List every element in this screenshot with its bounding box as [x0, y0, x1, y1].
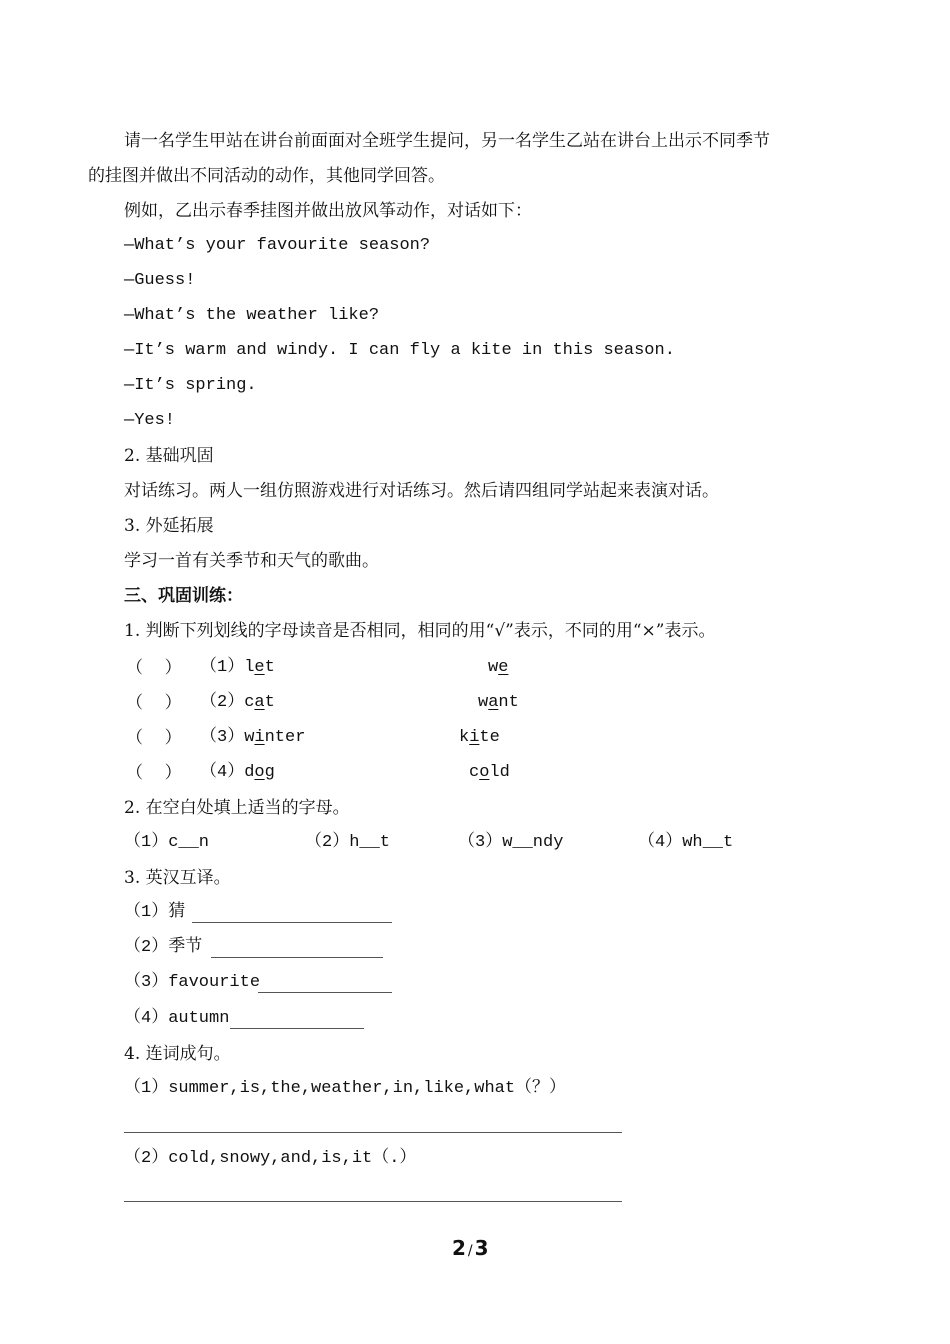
translate-item: （3）favourite	[124, 973, 261, 992]
question-title: 2. 在空白处填上适当的字母。	[124, 798, 350, 818]
fill-blank-item[interactable]: （3）w__ndy	[458, 833, 564, 852]
section-title: 三、巩固训练：	[124, 586, 243, 606]
compare-word: kite	[459, 728, 500, 747]
dialogue-line: —What’s your favourite season?	[124, 236, 431, 255]
translate-item: （1）猜	[124, 903, 186, 922]
step-title: 2. 基础巩固	[124, 446, 214, 466]
paragraph-line: 例如，乙出示春季挂图并做出放风筝动作，对话如下：	[124, 201, 532, 221]
step-body: 学习一首有关季节和天气的歌曲。	[124, 551, 379, 571]
dialogue-line: —Guess!	[124, 271, 196, 290]
fill-blank-item[interactable]: （1）c__n	[124, 833, 210, 852]
question-item: （1）let	[200, 658, 275, 677]
dialogue-line: —Yes!	[124, 411, 176, 430]
paragraph-line: 的挂图并做出不同活动的动作，其他同学回答。	[88, 166, 445, 186]
dialogue-line: —It’s warm and windy. I can fly a kite in this season.	[124, 341, 675, 360]
answer-line[interactable]	[230, 1028, 364, 1029]
answer-line[interactable]	[211, 957, 383, 958]
dialogue-line: —It’s spring.	[124, 376, 257, 395]
question-item: （3）winter	[200, 728, 306, 747]
paragraph-line: 请一名学生甲站在讲台前面面对全班学生提问，另一名学生乙站在讲台上出示不同季节	[124, 131, 770, 151]
fill-blank-item[interactable]: （4）wh__t	[638, 833, 734, 852]
translate-item: （2）季节	[124, 938, 203, 957]
step-title: 3. 外延拓展	[124, 516, 214, 536]
sentence-item: （2）cold,snowy,and,is,it（.）	[124, 1149, 417, 1168]
question-title: 1. 判断下列划线的字母读音是否相同，相同的用“√”表示，不同的用“×”表示。	[124, 621, 716, 641]
answer-bracket[interactable]: （ ）	[126, 693, 182, 713]
question-title: 4. 连词成句。	[124, 1044, 231, 1064]
question-item: （4）dog	[200, 763, 275, 782]
answer-bracket[interactable]: （ ）	[126, 728, 182, 748]
answer-line[interactable]	[192, 922, 392, 923]
answer-line[interactable]	[124, 1201, 622, 1202]
question-title: 3. 英汉互译。	[124, 868, 231, 888]
answer-line[interactable]	[258, 992, 392, 993]
answer-bracket[interactable]: （ ）	[126, 763, 182, 783]
sentence-item: （1）summer,is,the,weather,in,like,what（？）	[124, 1079, 567, 1098]
compare-word: we	[488, 658, 509, 677]
question-item: （2）cat	[200, 693, 275, 712]
page-number: 2 / 3	[452, 1236, 489, 1260]
step-body: 对话练习。两人一组仿照游戏进行对话练习。然后请四组同学站起来表演对话。	[124, 481, 719, 501]
dialogue-line: —What’s the weather like?	[124, 306, 380, 325]
translate-item: （4）autumn	[124, 1009, 230, 1028]
compare-word: want	[478, 693, 519, 712]
compare-word: cold	[469, 763, 510, 782]
fill-blank-item[interactable]: （2）h__t	[305, 833, 391, 852]
answer-bracket[interactable]: （ ）	[126, 658, 182, 678]
answer-line[interactable]	[124, 1132, 622, 1133]
